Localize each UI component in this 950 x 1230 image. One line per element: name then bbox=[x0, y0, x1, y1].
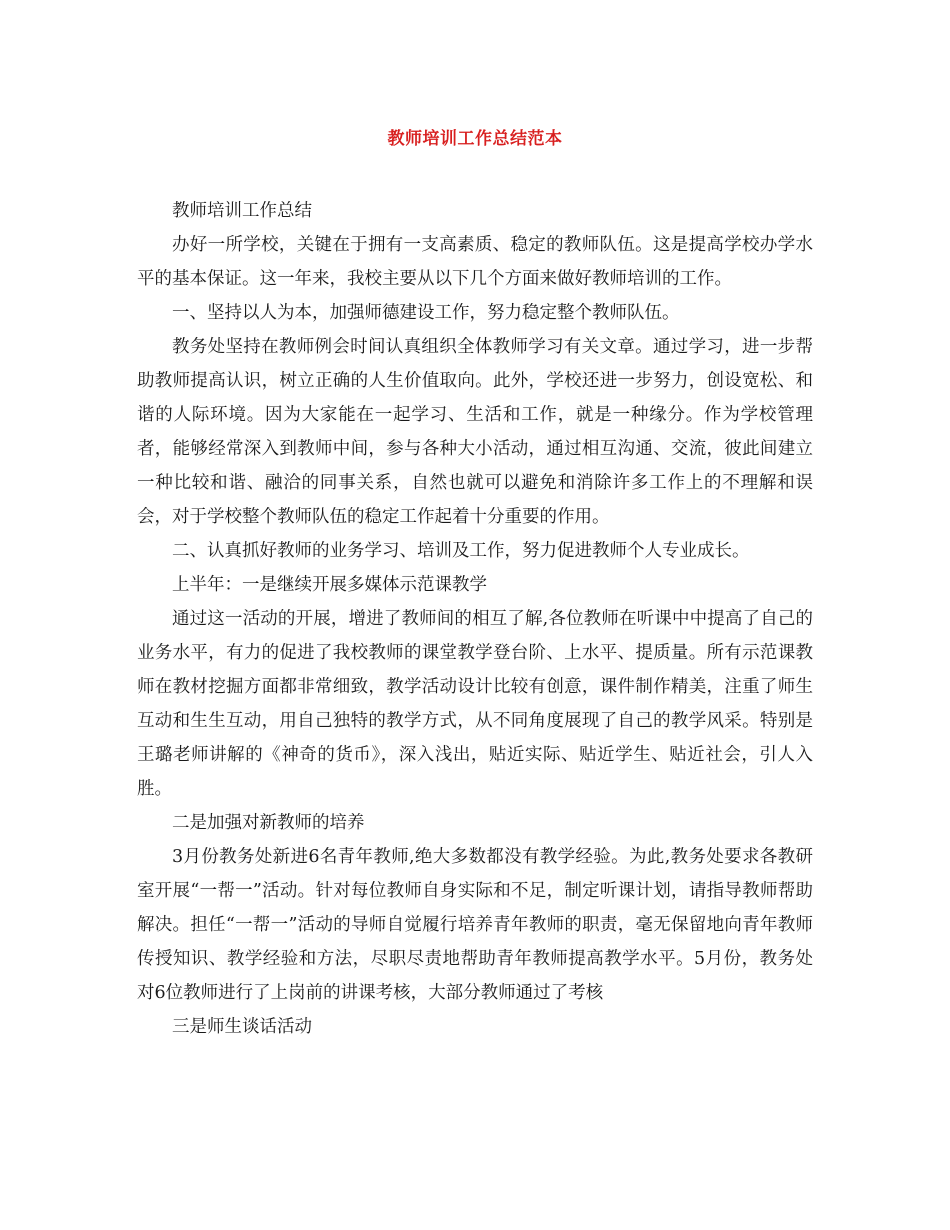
document-body bbox=[137, 194, 813, 1044]
intro-paragraph: 办好一所学校，关键在于拥有一支高素质、稳定的教师队伍。这是提高学校办学水平的基本保证。这一年来，我校主要从以下几个方面来做好教师培训的工作。 bbox=[137, 235, 813, 289]
body-paragraph: 通过这一活动的开展，增进了教师间的相互了解,各位教师在听课中中提高了自己的业务水平，有力的促进了我校教师的课堂教学登台阶、上水平、提质量。所有示范课教师在教材挖掘方面都非常细致，教学活动设计比较有创意，课件制作精美，注重了师生互动和生生互动，用自己独特的教学方式，从不同角度展现了自己的教学风采。特别是王璐老师讲解的《神奇的货币》，深入浅出，贴近实际、贴近学生、贴近社会，引人入胜。 bbox=[137, 609, 813, 799]
body-paragraph: 教务处坚持在教师例会时间认真组织全体教师学习有关文章。通过学习，进一步帮助教师提高认识，树立正确的人生价值取向。此外，学校还进一步努力，创设宽松、和谐的人际环境。因为大家能在一起学习、生活和工作，就是一种缘分。作为学校管理者，能够经常深入到教师中间，参与各种大小活动，通过相互沟通、交流，彼此间建立一种比较和谐、融洽的同事关系，自然也就可以避免和消除许多工作上的不理解和误会，对于学校整个教师队伍的稳定工作起着十分重要的作用。 bbox=[137, 337, 813, 527]
sub-heading: 二是加强对新教师的培养 bbox=[172, 813, 365, 833]
section-heading-1: 一、坚持以人为本，加强师德建设工作，努力稳定整个教师队伍。 bbox=[172, 303, 680, 323]
body-paragraph: 3月份教务处新进6名青年教师,绝大多数都没有教学经验。为此,教务处要求各教研室开展“一帮一”活动。针对每位教师自身实际和不足，制定听课计划，请指导教师帮助解决。担任“一帮一”活动的导师自觉履行培养青年教师的职责，毫无保留地向青年教师传授知识、教学经验和方法，尽职尽责地帮助青年教师提高教学水平。5月份，教务处对6位教师进行了上岗前的讲课考核，大部分教师通过了考核 bbox=[137, 847, 813, 1003]
subtitle-paragraph: 教师培训工作总结 bbox=[172, 201, 312, 221]
sub-heading: 三是师生谈话活动 bbox=[172, 1017, 312, 1037]
document-title: 教师培训工作总结范本 bbox=[387, 129, 563, 149]
section-heading-2: 二、认真抓好教师的业务学习、培训及工作，努力促进教师个人专业成长。 bbox=[172, 541, 750, 561]
sub-heading: 上半年：一是继续开展多媒体示范课教学 bbox=[172, 575, 487, 595]
